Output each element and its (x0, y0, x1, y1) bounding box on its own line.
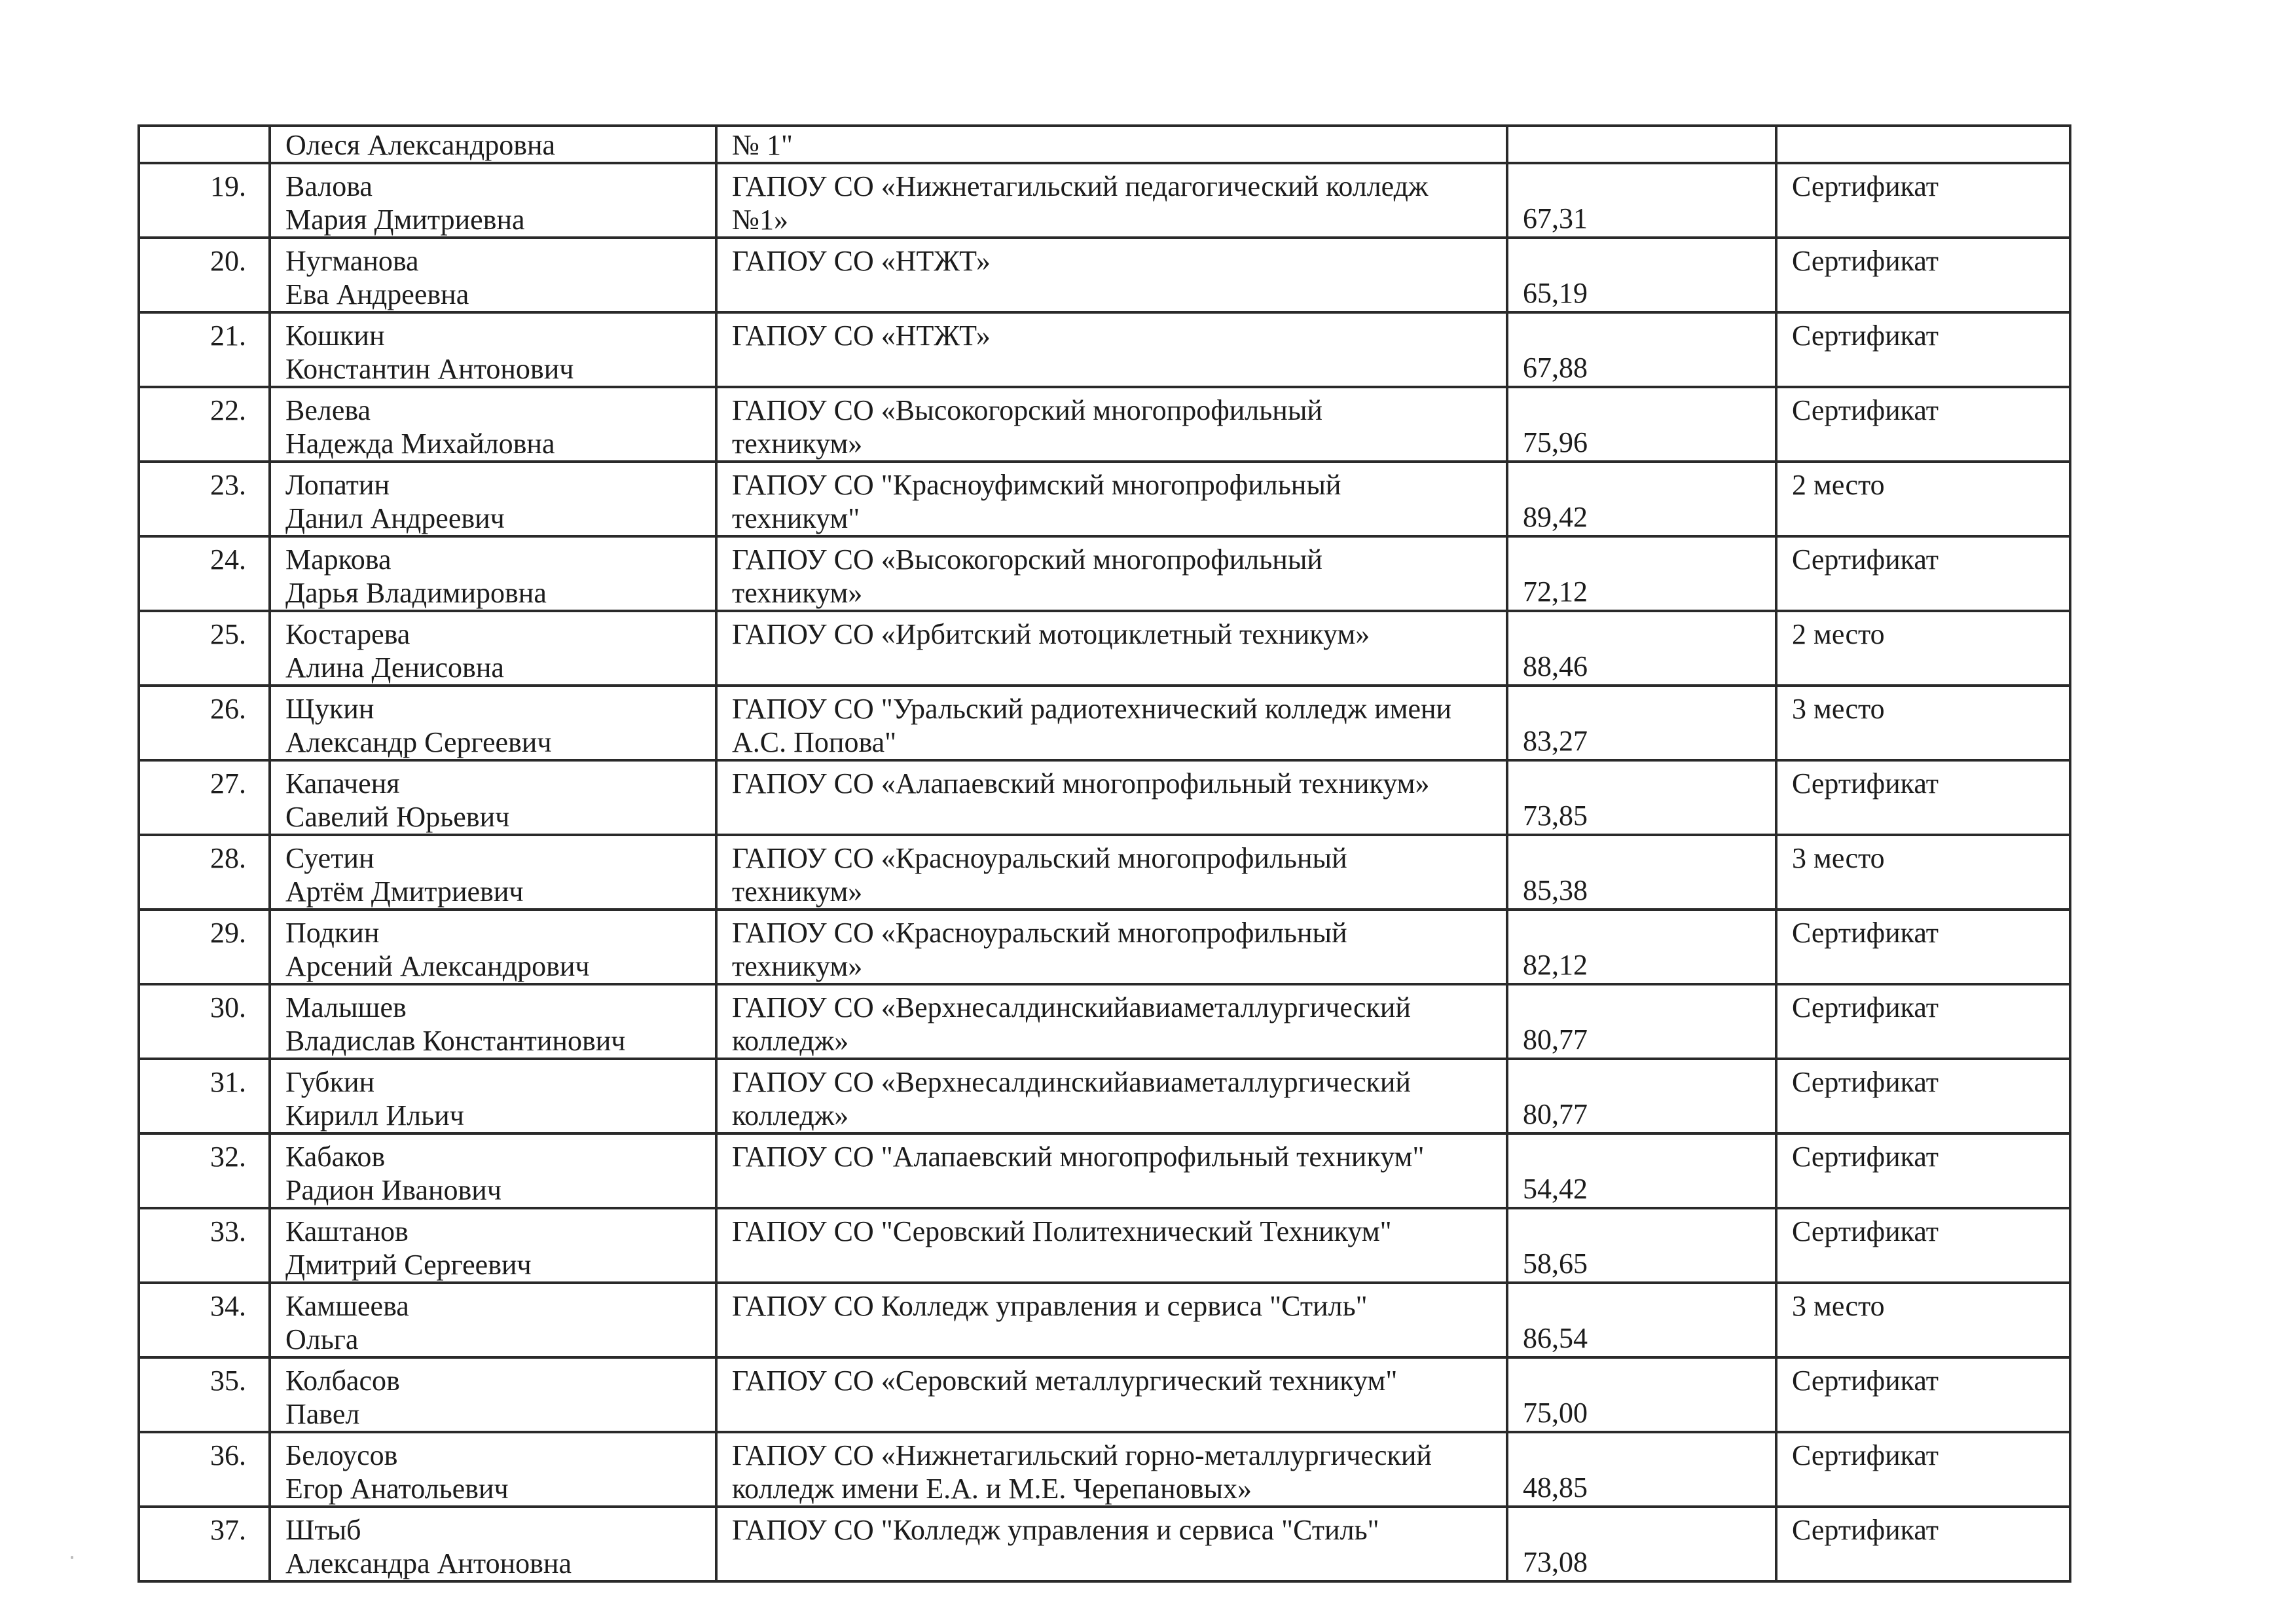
cell-organization (716, 984, 1507, 1059)
cell-name (270, 835, 716, 910)
row-number: 31. (210, 1066, 246, 1098)
organization-line: ГАПОУ СО "Алапаевский многопрофильный техникум" (732, 1141, 1425, 1173)
result-label: Сертификат (1792, 1514, 1939, 1546)
participant-name-line: Губкин (285, 1066, 375, 1098)
score-value: 82,12 (1523, 949, 1588, 981)
table-row (139, 536, 2070, 611)
cell-score (1507, 1059, 1776, 1133)
cell-name (270, 910, 716, 984)
result-label: Сертификат (1792, 394, 1939, 426)
cell-organization (716, 1357, 1507, 1432)
table-row (139, 910, 2070, 984)
cell-organization (716, 611, 1507, 686)
row-number: 35. (210, 1365, 246, 1397)
score-value: 75,00 (1523, 1397, 1588, 1429)
participant-name-line: Кошкин (285, 320, 385, 352)
cell-number (139, 1133, 270, 1208)
score-value: 73,85 (1523, 800, 1588, 832)
score-value: 85,38 (1523, 874, 1588, 906)
score-value: 73,08 (1523, 1546, 1588, 1578)
organization-line: техникум» (732, 577, 863, 609)
result-label: Сертификат (1792, 1439, 1939, 1471)
cell-organization (716, 835, 1507, 910)
result-label: Сертификат (1792, 1365, 1939, 1397)
result-label: Сертификат (1792, 767, 1939, 800)
cell-score (1507, 1432, 1776, 1507)
cell-number (139, 910, 270, 984)
cell-score (1507, 462, 1776, 536)
score-value: 83,27 (1523, 725, 1588, 757)
participant-name-line: Суетин (285, 842, 374, 874)
result-label: 3 место (1792, 693, 1885, 725)
cell-organization (716, 1283, 1507, 1357)
participant-name-line: Дмитрий Сергеевич (285, 1249, 532, 1281)
result-label: 3 место (1792, 842, 1885, 874)
cell-result (1776, 1507, 2070, 1581)
participant-name-line: Арсений Александрович (285, 950, 590, 982)
cell-name (270, 1507, 716, 1581)
participant-name-line: Ольга (285, 1323, 359, 1355)
organization-line: ГАПОУ СО «Серовский металлургический техникум" (732, 1365, 1398, 1397)
score-value: 48,85 (1523, 1471, 1588, 1503)
cell-organization (716, 760, 1507, 835)
cell-score (1507, 126, 1776, 163)
participant-name-line: Надежда Михайловна (285, 428, 555, 460)
cell-score (1507, 611, 1776, 686)
cell-result (1776, 536, 2070, 611)
cell-number (139, 1357, 270, 1432)
cell-score (1507, 984, 1776, 1059)
cell-name (270, 126, 716, 163)
organization-line: техникум» (732, 428, 863, 460)
cell-result (1776, 835, 2070, 910)
table-row (139, 1283, 2070, 1357)
cell-organization (716, 238, 1507, 312)
cell-result (1776, 238, 2070, 312)
cell-name (270, 686, 716, 760)
score-value: 58,65 (1523, 1247, 1588, 1279)
result-label: 2 место (1792, 469, 1885, 501)
table-row (139, 1357, 2070, 1432)
participant-name-line: Колбасов (285, 1365, 400, 1397)
result-label: Сертификат (1792, 245, 1939, 277)
score-value: 80,77 (1523, 1098, 1588, 1130)
cell-result (1776, 1059, 2070, 1133)
participant-name-line: Нугманова (285, 245, 419, 277)
result-label: Сертификат (1792, 543, 1939, 576)
organization-line: № 1" (732, 129, 793, 161)
cell-number (139, 1507, 270, 1581)
row-number: 32. (210, 1141, 246, 1173)
table-row (139, 686, 2070, 760)
cell-score (1507, 910, 1776, 984)
row-number: 24. (210, 543, 246, 576)
cell-organization (716, 536, 1507, 611)
cell-result (1776, 1432, 2070, 1507)
score-value: 75,96 (1523, 426, 1588, 458)
cell-number (139, 1208, 270, 1283)
cell-name (270, 238, 716, 312)
participant-name-line: Артём Дмитриевич (285, 875, 524, 908)
result-label: 2 место (1792, 618, 1885, 650)
cell-organization (716, 910, 1507, 984)
score-value: 89,42 (1523, 501, 1588, 533)
score-value: 67,31 (1523, 202, 1588, 234)
score-value: 88,46 (1523, 650, 1588, 682)
cell-result (1776, 1208, 2070, 1283)
row-number: 22. (210, 394, 246, 426)
cell-score (1507, 1283, 1776, 1357)
table-row (139, 1432, 2070, 1507)
organization-line: ГАПОУ СО «Высокогорский многопрофильный (732, 394, 1322, 426)
participant-name-line: Олеся Александровна (285, 129, 556, 161)
cell-score (1507, 1357, 1776, 1432)
results-table (137, 124, 2071, 1583)
continuation-row (139, 126, 2070, 163)
row-number: 37. (210, 1514, 246, 1546)
organization-line: техникум" (732, 502, 860, 534)
participant-name-line: Велева (285, 394, 371, 426)
cell-result (1776, 1357, 2070, 1432)
organization-line: ГАПОУ СО «Ирбитский мотоциклетный техникум» (732, 618, 1370, 650)
table-row (139, 984, 2070, 1059)
cell-name (270, 1283, 716, 1357)
organization-line: ГАПОУ СО «Высокогорский многопрофильный (732, 543, 1322, 576)
cell-result (1776, 462, 2070, 536)
cell-number (139, 835, 270, 910)
organization-line: ГАПОУ СО «Красноуральский многопрофильный (732, 917, 1347, 949)
cell-organization (716, 1507, 1507, 1581)
organization-line: колледж» (732, 1099, 849, 1132)
organization-line: ГАПОУ СО «Алапаевский многопрофильный техникум» (732, 767, 1430, 800)
cell-name (270, 760, 716, 835)
row-number: 25. (210, 618, 246, 650)
cell-number (139, 238, 270, 312)
participant-name-line: Дарья Владимировна (285, 577, 547, 609)
cell-name (270, 1432, 716, 1507)
participant-name-line: Белоусов (285, 1439, 398, 1471)
cell-number (139, 1432, 270, 1507)
cell-name (270, 536, 716, 611)
participant-name-line: Щукин (285, 693, 374, 725)
participant-name-line: Мария Дмитриевна (285, 204, 525, 236)
row-number: 27. (210, 767, 246, 800)
table-row (139, 312, 2070, 387)
cell-result (1776, 163, 2070, 238)
row-number: 19. (210, 170, 246, 202)
cell-name (270, 1059, 716, 1133)
cell-result (1776, 126, 2070, 163)
participant-name-line: Савелий Юрьевич (285, 801, 510, 833)
result-label: Сертификат (1792, 991, 1939, 1023)
row-number: 34. (210, 1290, 246, 1322)
participant-name-line: Каштанов (285, 1215, 409, 1247)
table-row (139, 1507, 2070, 1581)
participant-name-line: Штыб (285, 1514, 361, 1546)
cell-organization (716, 1208, 1507, 1283)
cell-name (270, 387, 716, 462)
cell-score (1507, 1133, 1776, 1208)
cell-score (1507, 536, 1776, 611)
row-number: 21. (210, 320, 246, 352)
result-label: 3 место (1792, 1290, 1885, 1322)
organization-line: А.С. Попова" (732, 726, 897, 758)
participant-name-line: Капаченя (285, 767, 400, 800)
score-value: 80,77 (1523, 1023, 1588, 1056)
cell-organization (716, 462, 1507, 536)
organization-line: ГАПОУ СО Колледж управления и сервиса "Стиль" (732, 1290, 1368, 1322)
organization-line: ГАПОУ СО «Верхнесалдинскийавиаметаллургический (732, 1066, 1411, 1098)
score-value: 72,12 (1523, 576, 1588, 608)
participant-name-line: Костарева (285, 618, 410, 650)
cell-name (270, 1357, 716, 1432)
cell-result (1776, 984, 2070, 1059)
cell-organization (716, 126, 1507, 163)
score-value: 65,19 (1523, 277, 1588, 309)
table-row (139, 1133, 2070, 1208)
participant-name-line: Лопатин (285, 469, 390, 501)
organization-line: ГАПОУ СО «НТЖТ» (732, 245, 991, 277)
result-label: Сертификат (1792, 1066, 1939, 1098)
participant-name-line: Подкин (285, 917, 380, 949)
cell-organization (716, 387, 1507, 462)
cell-name (270, 462, 716, 536)
organization-line: техникум» (732, 950, 863, 982)
cell-name (270, 163, 716, 238)
participant-name-line: Павел (285, 1398, 360, 1430)
participant-name-line: Маркова (285, 543, 392, 576)
cell-result (1776, 312, 2070, 387)
table-row (139, 611, 2070, 686)
score-value: 54,42 (1523, 1173, 1588, 1205)
score-value: 67,88 (1523, 352, 1588, 384)
cell-name (270, 1208, 716, 1283)
participant-name-line: Камшеева (285, 1290, 409, 1322)
organization-line: техникум» (732, 875, 863, 908)
row-number: 29. (210, 917, 246, 949)
organization-line: ГАПОУ СО «Нижнетагильский горно-металлургический (732, 1439, 1432, 1471)
organization-line: ГАПОУ СО "Серовский Политехнический Техникум" (732, 1215, 1392, 1247)
cell-result (1776, 387, 2070, 462)
table-row (139, 1208, 2070, 1283)
row-number: 23. (210, 469, 246, 501)
table-row (139, 387, 2070, 462)
cell-number (139, 387, 270, 462)
participant-name-line: Александр Сергеевич (285, 726, 552, 758)
cell-number (139, 312, 270, 387)
cell-number (139, 163, 270, 238)
organization-line: ГАПОУ СО "Колледж управления и сервиса "Стиль" (732, 1514, 1379, 1546)
cell-score (1507, 312, 1776, 387)
table-row (139, 462, 2070, 536)
participant-name-line: Ева Андреевна (285, 278, 469, 310)
cell-score (1507, 686, 1776, 760)
participant-name-line: Малышев (285, 991, 407, 1023)
cell-result (1776, 1133, 2070, 1208)
table-row (139, 760, 2070, 835)
result-label: Сертификат (1792, 320, 1939, 352)
cell-result (1776, 910, 2070, 984)
cell-result (1776, 1283, 2070, 1357)
row-number: 20. (210, 245, 246, 277)
organization-line: колледж имени Е.А. и М.Е. Черепановых» (732, 1473, 1252, 1505)
participant-name-line: Егор Анатольевич (285, 1473, 509, 1505)
cell-name (270, 984, 716, 1059)
participant-name-line: Александра Антоновна (285, 1547, 572, 1579)
result-label: Сертификат (1792, 1141, 1939, 1173)
cell-number (139, 126, 270, 163)
table-row (139, 1059, 2070, 1133)
participant-name-line: Кабаков (285, 1141, 386, 1173)
organization-line: ГАПОУ СО «НТЖТ» (732, 320, 991, 352)
result-label: Сертификат (1792, 1215, 1939, 1247)
result-label: Сертификат (1792, 917, 1939, 949)
table-row (139, 163, 2070, 238)
table-row (139, 238, 2070, 312)
cell-result (1776, 686, 2070, 760)
organization-line: ГАПОУ СО «Нижнетагильский педагогический колледж (732, 170, 1429, 202)
cell-organization (716, 1133, 1507, 1208)
cell-score (1507, 387, 1776, 462)
cell-score (1507, 1507, 1776, 1581)
cell-organization (716, 312, 1507, 387)
cell-number (139, 984, 270, 1059)
cell-score (1507, 835, 1776, 910)
cell-organization (716, 1432, 1507, 1507)
cell-result (1776, 611, 2070, 686)
results-table-body (139, 126, 2070, 1581)
participant-name-line: Валова (285, 170, 373, 202)
table-row (139, 835, 2070, 910)
cell-organization (716, 686, 1507, 760)
participant-name-line: Радион Иванович (285, 1174, 501, 1206)
row-number: 30. (210, 991, 246, 1023)
cell-name (270, 611, 716, 686)
organization-line: колледж» (732, 1025, 849, 1057)
participant-name-line: Кирилл Ильич (285, 1099, 464, 1132)
scan-speck (71, 1556, 73, 1559)
cell-number (139, 760, 270, 835)
organization-line: ГАПОУ СО «Красноуральский многопрофильный (732, 842, 1347, 874)
participant-name-line: Данил Андреевич (285, 502, 505, 534)
cell-number (139, 686, 270, 760)
organization-line: ГАПОУ СО "Красноуфимский многопрофильный (732, 469, 1341, 501)
cell-number (139, 536, 270, 611)
row-number: 28. (210, 842, 246, 874)
organization-line: ГАПОУ СО "Уральский радиотехнический колледж имени (732, 693, 1452, 725)
cell-number (139, 1059, 270, 1133)
cell-name (270, 1133, 716, 1208)
organization-line: №1» (732, 204, 788, 236)
cell-score (1507, 760, 1776, 835)
organization-line: ГАПОУ СО «Верхнесалдинскийавиаметаллургический (732, 991, 1411, 1023)
participant-name-line: Алина Денисовна (285, 652, 504, 684)
cell-number (139, 1283, 270, 1357)
cell-score (1507, 238, 1776, 312)
participant-name-line: Константин Антонович (285, 353, 574, 385)
cell-result (1776, 760, 2070, 835)
row-number: 26. (210, 693, 246, 725)
participant-name-line: Владислав Константинович (285, 1025, 626, 1057)
cell-organization (716, 163, 1507, 238)
result-label: Сертификат (1792, 170, 1939, 202)
score-value: 86,54 (1523, 1322, 1588, 1354)
cell-score (1507, 1208, 1776, 1283)
row-number: 33. (210, 1215, 246, 1247)
cell-number (139, 611, 270, 686)
cell-organization (716, 1059, 1507, 1133)
cell-number (139, 462, 270, 536)
row-number: 36. (210, 1439, 246, 1471)
cell-name (270, 312, 716, 387)
cell-score (1507, 163, 1776, 238)
